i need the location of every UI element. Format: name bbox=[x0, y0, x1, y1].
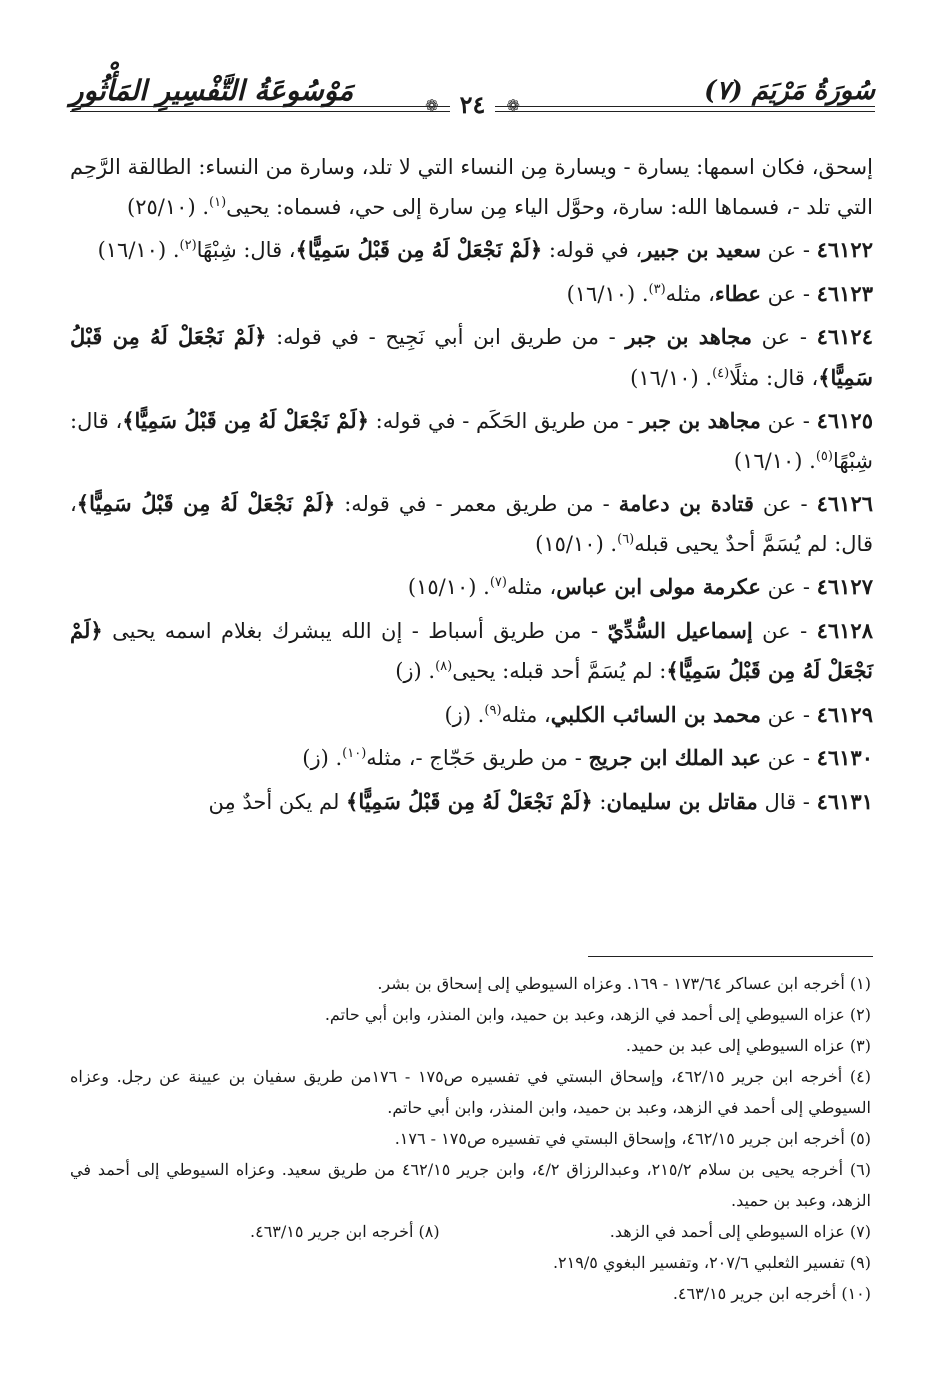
source-ref: . (١٦/١٠) bbox=[566, 281, 649, 306]
source-ref: . (١٥/١٠) bbox=[407, 575, 490, 599]
source-ref: . (ز) bbox=[444, 702, 485, 727]
narrator-name: مجاهد بن جبر bbox=[625, 324, 753, 349]
footnote-separator bbox=[588, 956, 873, 957]
footnote-ref: (٤) bbox=[712, 365, 730, 381]
entry-46127 bbox=[70, 567, 873, 608]
text-line: فسماه: يحيى bbox=[226, 194, 342, 219]
quran-verse: ﴿لَمْ نَجْعَلْ لَهُ مِن قَبْلُ سَمِيًّا﴾ bbox=[76, 491, 336, 516]
footnote-ref: (١) bbox=[209, 194, 227, 210]
narrator-name: محمد بن السائب الكلبي bbox=[550, 701, 761, 727]
narrator-name: إسماعيل السُّدِّيّ bbox=[607, 617, 753, 643]
footnote: (٥) أخرجه ابن جرير ٤٦٢/١٥، وإسحاق البستي في تفسيره ص١٧٥ - ١٧٦. bbox=[394, 1129, 871, 1148]
entry-46128 bbox=[70, 611, 873, 692]
quran-verse: ﴿لَمْ نَجْعَلْ لَهُ مِن قَبْلُ سَمِيًّا﴾ bbox=[122, 408, 369, 433]
text: - عن bbox=[760, 702, 817, 727]
quran-verse: ﴿لَمْ نَجْعَلْ لَهُ مِن قَبْلُ سَمِيًّا﴾ bbox=[70, 324, 873, 390]
text: - من طريق معمر - في قوله: bbox=[335, 492, 619, 516]
text: - من طريق أسباط - إن الله يبشرك بغلام اسمه يحيى bbox=[102, 618, 608, 643]
entry-46129 bbox=[70, 695, 873, 736]
text: - عن bbox=[760, 281, 817, 306]
entry-number: ٤٦١٢٢ bbox=[816, 237, 873, 262]
text: - من طريق الحَكَم - في قوله: bbox=[368, 409, 641, 433]
text: : bbox=[592, 789, 607, 814]
entry-number: ٤٦١٣٠ bbox=[816, 745, 873, 770]
quran-verse: ﴿لَمْ نَجْعَلْ لَهُ مِن قَبْلُ سَمِيًّا﴾ bbox=[295, 237, 543, 262]
entry-number: ٤٦١٢٤ bbox=[816, 324, 873, 349]
entry-46124 bbox=[70, 317, 873, 398]
quran-verse: ﴿لَمْ نَجْعَلْ لَهُ مِن قَبْلُ سَمِيًّا﴾ bbox=[70, 617, 873, 683]
entry-number: ٤٦١٣١ bbox=[816, 788, 873, 814]
book-title: مَوْسُوعَةُ التَّفْسِيرِ المَأْثُورِ bbox=[70, 74, 354, 107]
text: - عن bbox=[760, 746, 817, 770]
footnote-ref: (٣) bbox=[648, 281, 666, 297]
entry-number: ٤٦١٢٩ bbox=[816, 701, 873, 727]
footnotes bbox=[70, 968, 871, 1309]
text: - عن bbox=[752, 618, 817, 643]
text: - عن bbox=[753, 492, 817, 516]
entry-46131 bbox=[70, 782, 873, 823]
text: ، قال: شِبْهًا bbox=[196, 238, 296, 262]
entry-46122 bbox=[70, 230, 873, 271]
text: - عن bbox=[760, 409, 817, 433]
text: ، في قوله: bbox=[542, 238, 643, 262]
footnote-row bbox=[70, 1216, 871, 1247]
header-rule bbox=[495, 111, 875, 112]
narrator-name: عكرمة مولى ابن عباس bbox=[556, 574, 761, 599]
footnote: (١) أخرجه ابن عساكر ١٧٣/٦٤ - ١٦٩. وعزاه السيوطي إلى إسحاق بن بشر. bbox=[377, 974, 871, 993]
text: ، قال: شِبْهًا bbox=[70, 409, 873, 473]
source-ref: . (٢٥/١٠) bbox=[127, 194, 209, 219]
footnote-ref: (٥) bbox=[815, 448, 833, 464]
footnote: (٧) عزاه السيوطي إلى أحمد في الزهد. bbox=[609, 1222, 871, 1241]
footnote: (٣) عزاه السيوطي إلى عبد بن حميد. bbox=[625, 1036, 871, 1055]
entry-number: ٤٦١٢٨ bbox=[816, 617, 873, 643]
surah-title: سُورَةُ مَرْيَمَ (٧) bbox=[704, 76, 875, 106]
text: ، مثله bbox=[506, 575, 557, 599]
header-rule bbox=[70, 106, 450, 107]
header-rule bbox=[495, 106, 875, 107]
source-ref: . (١٦/١٠) bbox=[630, 365, 713, 390]
text: - من طريق حَجّاج -، مثله bbox=[366, 746, 589, 770]
page-number: ٢٤ bbox=[459, 90, 486, 119]
text: - عن bbox=[760, 575, 817, 599]
footnote: (١٠) أخرجه ابن جرير ٤٦٣/١٥. bbox=[672, 1284, 871, 1303]
footnote-ref: (١٠) bbox=[342, 746, 367, 761]
text-line: إسحق، فكان اسمها: يسارة - ويسارة مِن النساء التي لا تلد، وسارة من النساء: bbox=[198, 155, 873, 179]
ornament-icon: ❁ bbox=[506, 96, 520, 115]
intro-paragraph bbox=[70, 148, 873, 227]
footnote: (٤) أخرجه ابن جرير ٤٦٢/١٥، وإسحاق البستي في تفسيره ص١٧٥ - ١٧٦من طريق سفيان بن عيينة عن رجل. وعزاه السيوطي إلى أحمد في الزهد، وعبد بن حميد، وابن المنذر، وابن أبي حاتم. bbox=[70, 1067, 871, 1117]
footnote: (٢) عزاه السيوطي إلى أحمد في الزهد، وعبد بن حميد، وابن المنذر، وابن أبي حاتم. bbox=[324, 1005, 871, 1024]
footnote-ref: (٢) bbox=[179, 238, 197, 253]
entry-46130 bbox=[70, 738, 873, 779]
entry-number: ٤٦١٢٧ bbox=[816, 574, 873, 599]
text: - قال bbox=[757, 789, 817, 814]
text: لم يكن أحدٌ مِن bbox=[208, 789, 347, 814]
narrator-name: سعيد بن جبير bbox=[642, 237, 761, 262]
source-ref: . (١٦/١٠) bbox=[97, 238, 180, 262]
entry-number: ٤٦١٢٥ bbox=[816, 408, 873, 433]
entry-number: ٤٦١٢٣ bbox=[816, 280, 873, 306]
text: : لم يُسَمَّ أحد قبله: يحيى bbox=[452, 659, 667, 683]
text: ، قال: لم يُسَمَّ أحدٌ يحيى قبله bbox=[70, 492, 873, 556]
source-ref: . (ز) bbox=[302, 746, 343, 770]
footnote-ref: (٩) bbox=[484, 702, 502, 718]
text: ، مثله bbox=[501, 702, 551, 727]
text-line: الطالقة الرَّحِم التي تلد -، فسماها الله: سارة، وحوَّل الياء مِن سارة إلى حي، bbox=[70, 155, 873, 219]
ornament-icon: ❁ bbox=[425, 96, 439, 115]
entry-46126 bbox=[70, 484, 873, 564]
page-header bbox=[70, 70, 875, 130]
text: - عن bbox=[752, 325, 817, 349]
source-ref: . (ز) bbox=[395, 659, 436, 683]
footnote-ref: (٧) bbox=[489, 575, 507, 590]
source-ref: . (١٦/١٠) bbox=[733, 448, 816, 473]
footnote-ref: (٦) bbox=[617, 531, 635, 547]
text: ، قال: مثلًا bbox=[729, 365, 819, 390]
narrator-name: مجاهد بن جبر bbox=[640, 408, 761, 433]
text: - عن bbox=[760, 238, 817, 262]
entry-46125 bbox=[70, 401, 873, 481]
narrator-name: عطاء bbox=[714, 280, 761, 306]
header-rule bbox=[70, 111, 450, 112]
entry-46123 bbox=[70, 274, 873, 315]
footnote: (٦) أخرجه يحيى بن سلام ٢١٥/٢، وعبدالرزاق ٤/٢، وابن جرير ٤٦٢/١٥ من طريق سعيد. وعزاه السيوطي إلى أحمد في الزهد، وعبد بن حميد. bbox=[70, 1160, 871, 1210]
quran-verse: ﴿لَمْ نَجْعَلْ لَهُ مِن قَبْلُ سَمِيًّا﴾ bbox=[346, 788, 593, 814]
narrator-name: مقاتل بن سليمان bbox=[606, 788, 758, 814]
narrator-name: عبد الملك ابن جريج bbox=[588, 745, 761, 770]
source-ref: . (١٥/١٠) bbox=[535, 531, 618, 556]
main-text bbox=[70, 148, 873, 822]
footnote: (٩) تفسير الثعلبي ٢٠٧/٦، وتفسير البغوي ٢١٩/٥. bbox=[552, 1253, 871, 1272]
text: ، مثله bbox=[665, 281, 715, 306]
footnote-ref: (٨) bbox=[435, 659, 453, 674]
narrator-name: قتادة بن دعامة bbox=[618, 491, 754, 516]
footnote: (٨) أخرجه ابن جرير ٤٦٣/١٥. bbox=[250, 1222, 440, 1241]
text: - من طريق ابن أبي نَجِيح - في قوله: bbox=[266, 325, 626, 349]
entry-number: ٤٦١٢٦ bbox=[816, 491, 874, 516]
